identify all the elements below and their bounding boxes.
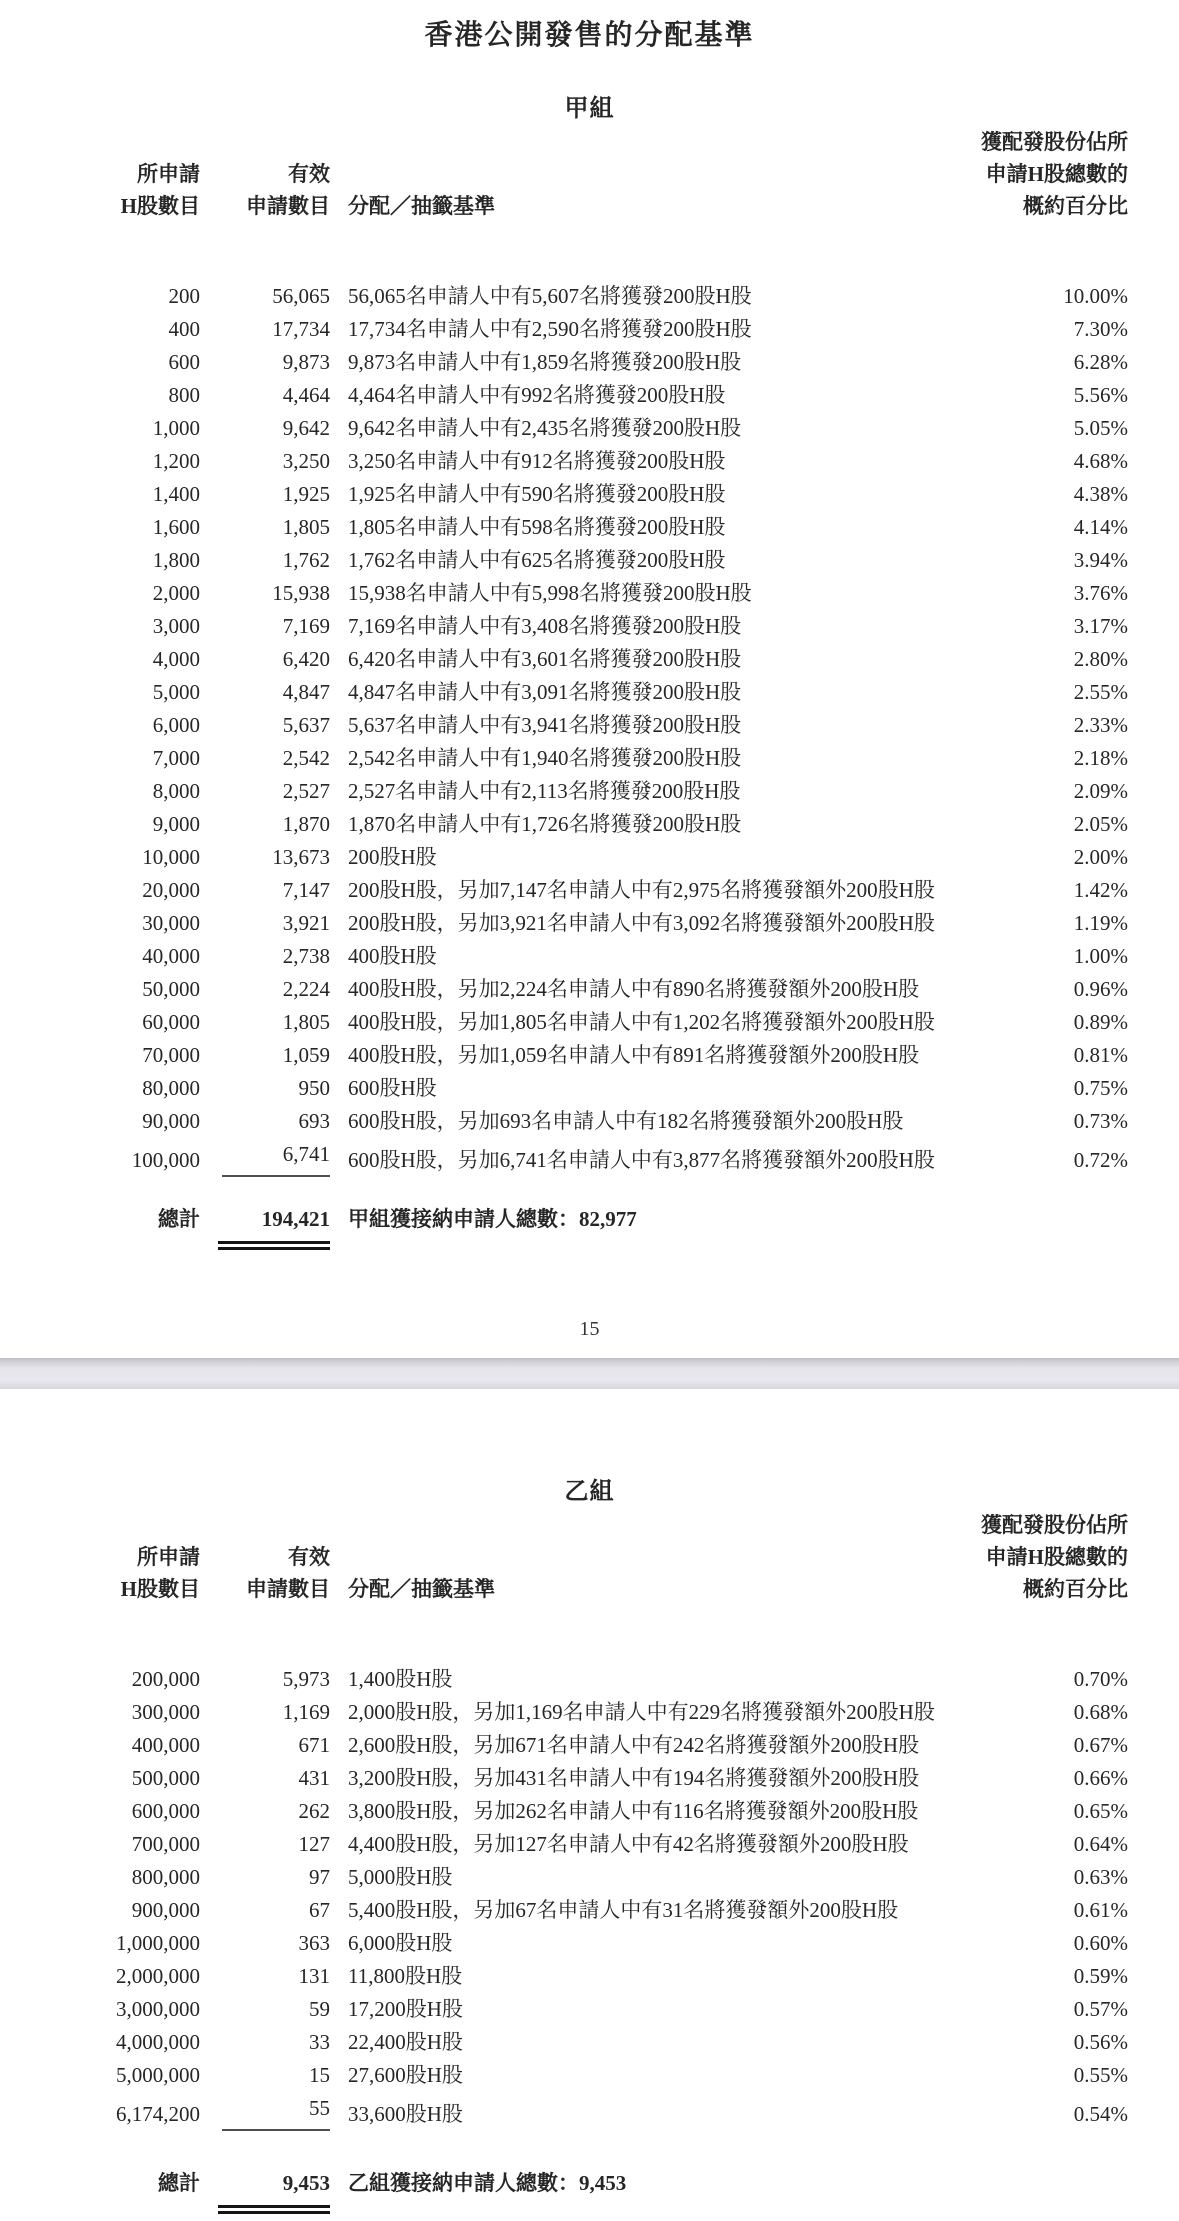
approx-percentage-cell: 0.66%: [1073, 1766, 1128, 1790]
valid-applications-value: 2,224: [282, 977, 330, 1001]
approx-percentage-cell: 3.94%: [1073, 548, 1128, 572]
table-row: [0, 709, 1128, 742]
applied-shares-cell: 1,000,000: [116, 1931, 200, 1955]
allocation-basis-cell: 9,642名申請人中有2,435名將獲發200股H股: [348, 416, 742, 440]
allocation-basis-cell: 4,847名申請人中有3,091名將獲發200股H股: [348, 680, 742, 704]
page-number: 15: [579, 1318, 600, 1340]
allocation-basis-cell: 6,000股H股: [348, 1931, 453, 1955]
group-b-section: [0, 1477, 1179, 2214]
valid-applications-value: 4,847: [282, 680, 330, 704]
table-header-row: [0, 1509, 1128, 1663]
allocation-basis-cell: 4,464名申請人中有992名將獲發200股H股: [348, 383, 726, 407]
applied-shares-cell: 100,000: [131, 1148, 200, 1172]
approx-percentage-cell: 0.54%: [1073, 2102, 1128, 2126]
valid-applications-value: 55: [222, 2092, 330, 2131]
document-page: [0, 16, 1179, 2214]
allocation-basis-cell: 5,000股H股: [348, 1865, 453, 1889]
valid-applications-value: 2,527: [282, 779, 330, 803]
valid-applications-cell: [200, 412, 330, 445]
allocation-basis-cell: 27,600股H股: [348, 2063, 463, 2087]
applied-shares-cell: 80,000: [142, 1076, 200, 1100]
applied-shares-cell: 50,000: [142, 977, 200, 1001]
valid-applications-value: 950: [298, 1076, 330, 1100]
table-row: [0, 577, 1128, 610]
approx-percentage-cell: 0.70%: [1073, 1667, 1128, 1691]
valid-applications-cell: [200, 940, 330, 973]
approx-percentage-cell: 2.80%: [1073, 647, 1128, 671]
applied-shares-cell: 300,000: [131, 1700, 200, 1724]
valid-applications-cell: [200, 1105, 330, 1138]
valid-applications-value: 127: [298, 1832, 330, 1856]
allocation-basis-cell: 5,400股H股，另加67名申請人中有31名將獲發額外200股H股: [348, 1898, 899, 1922]
applied-shares-cell: 20,000: [142, 878, 200, 902]
col-header-approx-percentage: 獲配發股份佔所 申請H股總數的 概約百分比: [981, 130, 1128, 218]
applied-shares-cell: 4,000,000: [116, 2030, 200, 2054]
valid-applications-value: 1,169: [282, 1700, 330, 1724]
allocation-basis-cell: 9,873名申請人中有1,859名將獲發200股H股: [348, 350, 742, 374]
valid-applications-cell: [200, 2059, 330, 2092]
group-a-section: [0, 94, 1179, 1250]
approx-percentage-cell: 0.61%: [1073, 1898, 1128, 1922]
applied-shares-cell: 1,800: [152, 548, 200, 572]
valid-applications-cell: [200, 280, 330, 313]
approx-percentage-cell: 6.28%: [1073, 350, 1128, 374]
table-row: [0, 313, 1128, 346]
total-label: 總計: [158, 1207, 200, 1231]
applied-shares-cell: 10,000: [142, 845, 200, 869]
approx-percentage-cell: 0.72%: [1073, 1148, 1128, 1172]
applied-shares-cell: 1,000: [152, 416, 200, 440]
approx-percentage-cell: 1.42%: [1073, 878, 1128, 902]
approx-percentage-cell: 0.57%: [1073, 1997, 1128, 2021]
table-row: [0, 280, 1128, 313]
table-row: [0, 610, 1128, 643]
valid-applications-cell: [200, 1828, 330, 1861]
approx-percentage-cell: 1.00%: [1073, 944, 1128, 968]
page-title: 香港公開發售的分配基準: [424, 20, 755, 51]
allocation-basis-cell: 200股H股，另加7,147名申請人中有2,975名將獲發額外200股H股: [348, 878, 935, 902]
applied-shares-cell: 6,174,200: [116, 2102, 200, 2126]
approx-percentage-cell: 4.68%: [1073, 449, 1128, 473]
allocation-basis-cell: 2,542名申請人中有1,940名將獲發200股H股: [348, 746, 742, 770]
allocation-basis-cell: 3,200股H股，另加431名申請人中有194名將獲發額外200股H股: [348, 1766, 920, 1790]
approx-percentage-cell: 10.00%: [1063, 284, 1128, 308]
table-row: [0, 2059, 1128, 2092]
approx-percentage-cell: 0.73%: [1073, 1109, 1128, 1133]
applied-shares-cell: 3,000: [152, 614, 200, 638]
table-row: [0, 1138, 1128, 1177]
valid-applications-value: 5,973: [282, 1667, 330, 1691]
approx-percentage-cell: 0.65%: [1073, 1799, 1128, 1823]
valid-applications-cell: [200, 346, 330, 379]
group-a-total-row: [0, 1203, 1179, 1250]
valid-applications-value: 1,805: [282, 515, 330, 539]
valid-applications-value: 1,762: [282, 548, 330, 572]
approx-percentage-cell: 0.81%: [1073, 1043, 1128, 1067]
approx-percentage-cell: 5.56%: [1073, 383, 1128, 407]
applied-shares-cell: 400,000: [131, 1733, 200, 1757]
approx-percentage-cell: 0.55%: [1073, 2063, 1128, 2087]
allocation-basis-cell: 400股H股，另加1,805名申請人中有1,202名將獲發額外200股H股: [348, 1010, 935, 1034]
approx-percentage-cell: 4.38%: [1073, 482, 1128, 506]
applied-shares-cell: 7,000: [152, 746, 200, 770]
applied-shares-cell: 70,000: [142, 1043, 200, 1067]
approx-percentage-cell: 0.60%: [1073, 1931, 1128, 1955]
allocation-basis-cell: 4,400股H股，另加127名申請人中有42名將獲發額外200股H股: [348, 1832, 909, 1856]
allocation-basis-cell: 2,000股H股，另加1,169名申請人中有229名將獲發額外200股H股: [348, 1700, 935, 1724]
group-b-table: [0, 1509, 1128, 2131]
valid-applications-cell: [200, 1993, 330, 2026]
allocation-basis-cell: 56,065名申請人中有5,607名將獲發200股H股: [348, 284, 752, 308]
applied-shares-cell: 5,000,000: [116, 2063, 200, 2087]
table-row: [0, 346, 1128, 379]
table-row: [0, 412, 1128, 445]
applied-shares-cell: 800,000: [131, 1865, 200, 1889]
valid-applications-value: 6,741: [222, 1138, 330, 1177]
valid-applications-value: 3,250: [282, 449, 330, 473]
valid-applications-value: 4,464: [282, 383, 330, 407]
valid-applications-cell: [200, 1762, 330, 1795]
table-row: [0, 2026, 1128, 2059]
table-row: [0, 676, 1128, 709]
applied-shares-cell: 2,000,000: [116, 1964, 200, 1988]
valid-applications-value: 671: [298, 1733, 330, 1757]
allocation-basis-cell: 600股H股，另加693名申請人中有182名將獲發額外200股H股: [348, 1109, 904, 1133]
allocation-basis-cell: 3,800股H股，另加262名申請人中有116名將獲發額外200股H股: [348, 1799, 919, 1823]
allocation-basis-cell: 400股H股，另加1,059名申請人中有891名將獲發額外200股H股: [348, 1043, 920, 1067]
allocation-basis-cell: 7,169名申請人中有3,408名將獲發200股H股: [348, 614, 742, 638]
allocation-basis-cell: 17,734名申請人中有2,590名將獲發200股H股: [348, 317, 752, 341]
applied-shares-cell: 200,000: [131, 1667, 200, 1691]
valid-applications-value: 7,147: [282, 878, 330, 902]
col-header-valid-applications: 有效 申請數目: [246, 162, 330, 218]
table-row: [0, 379, 1128, 412]
approx-percentage-cell: 2.05%: [1073, 812, 1128, 836]
col-header-applied-shares: 所申請 H股數目: [120, 162, 200, 218]
valid-applications-cell: [200, 676, 330, 709]
allocation-basis-cell: 400股H股: [348, 944, 437, 968]
applied-shares-cell: 3,000,000: [116, 1997, 200, 2021]
group-b-total-row: [0, 2167, 1179, 2214]
valid-applications-value: 431: [298, 1766, 330, 1790]
valid-applications-cell: [200, 610, 330, 643]
total-note: 甲組獲接納申請人總數：82,977: [348, 1207, 637, 1231]
valid-applications-value: 693: [298, 1109, 330, 1133]
applied-shares-cell: 200: [168, 284, 200, 308]
applied-shares-cell: 8,000: [152, 779, 200, 803]
total-valid-applications: [200, 1203, 330, 1250]
valid-applications-cell: [200, 511, 330, 544]
table-row: [0, 544, 1128, 577]
applied-shares-cell: 2,000: [152, 581, 200, 605]
allocation-basis-cell: 11,800股H股: [348, 1964, 463, 1988]
valid-applications-cell: [200, 1927, 330, 1960]
valid-applications-cell: [200, 841, 330, 874]
approx-percentage-cell: 0.59%: [1073, 1964, 1128, 1988]
valid-applications-cell: [200, 742, 330, 775]
table-row: [0, 742, 1128, 775]
applied-shares-cell: 40,000: [142, 944, 200, 968]
valid-applications-cell: [200, 1663, 330, 1696]
approx-percentage-cell: 4.14%: [1073, 515, 1128, 539]
col-header-allocation-basis: 分配／抽籤基準: [348, 194, 495, 218]
valid-applications-value: 15: [309, 2063, 330, 2087]
valid-applications-cell: [200, 1960, 330, 1993]
valid-applications-value: 97: [309, 1865, 330, 1889]
applied-shares-cell: 5,000: [152, 680, 200, 704]
applied-shares-cell: 9,000: [152, 812, 200, 836]
table-row: [0, 775, 1128, 808]
valid-applications-value: 363: [298, 1931, 330, 1955]
valid-applications-value: 67: [309, 1898, 330, 1922]
valid-applications-cell: [200, 2092, 330, 2131]
table-row: [0, 1927, 1128, 1960]
applied-shares-cell: 1,200: [152, 449, 200, 473]
valid-applications-cell: [200, 1696, 330, 1729]
table-row: [0, 2092, 1128, 2131]
approx-percentage-cell: 0.67%: [1073, 1733, 1128, 1757]
allocation-basis-cell: 15,938名申請人中有5,998名將獲發200股H股: [348, 581, 752, 605]
approx-percentage-cell: 1.19%: [1073, 911, 1128, 935]
table-row: [0, 478, 1128, 511]
total-valid-value: 9,453: [282, 2171, 330, 2195]
applied-shares-cell: 600,000: [131, 1799, 200, 1823]
applied-shares-cell: 1,400: [152, 482, 200, 506]
applied-shares-cell: 800: [168, 383, 200, 407]
valid-applications-value: 262: [298, 1799, 330, 1823]
valid-applications-value: 9,642: [282, 416, 330, 440]
valid-applications-cell: [200, 808, 330, 841]
group-a-heading: 甲組: [564, 96, 615, 122]
approx-percentage-cell: 0.56%: [1073, 2030, 1128, 2054]
table-row: [0, 808, 1128, 841]
applied-shares-cell: 600: [168, 350, 200, 374]
valid-applications-cell: [200, 478, 330, 511]
allocation-basis-cell: 17,200股H股: [348, 1997, 463, 2021]
group-b-heading: 乙組: [564, 1479, 615, 1505]
approx-percentage-cell: 0.64%: [1073, 1832, 1128, 1856]
approx-percentage-cell: 0.89%: [1073, 1010, 1128, 1034]
allocation-basis-cell: 400股H股，另加2,224名申請人中有890名將獲發額外200股H股: [348, 977, 920, 1001]
valid-applications-value: 1,059: [282, 1043, 330, 1067]
valid-applications-cell: [200, 907, 330, 940]
valid-applications-value: 1,925: [282, 482, 330, 506]
col-header-applied-shares: 所申請 H股數目: [120, 1545, 200, 1601]
approx-percentage-cell: 0.75%: [1073, 1076, 1128, 1100]
allocation-basis-cell: 200股H股，另加3,921名申請人中有3,092名將獲發額外200股H股: [348, 911, 935, 935]
table-row: [0, 1795, 1128, 1828]
valid-applications-cell: [200, 1795, 330, 1828]
valid-applications-cell: [200, 709, 330, 742]
applied-shares-cell: 500,000: [131, 1766, 200, 1790]
valid-applications-cell: [200, 1729, 330, 1762]
approx-percentage-cell: 0.96%: [1073, 977, 1128, 1001]
allocation-basis-cell: 200股H股: [348, 845, 437, 869]
valid-applications-cell: [200, 379, 330, 412]
table-header-row: [0, 126, 1128, 280]
valid-applications-cell: [200, 1138, 330, 1177]
valid-applications-value: 15,938: [272, 581, 330, 605]
allocation-basis-cell: 33,600股H股: [348, 2102, 463, 2126]
approx-percentage-cell: 2.00%: [1073, 845, 1128, 869]
valid-applications-value: 7,169: [282, 614, 330, 638]
approx-percentage-cell: 2.09%: [1073, 779, 1128, 803]
allocation-basis-cell: 1,805名申請人中有598名將獲發200股H股: [348, 515, 726, 539]
col-header-allocation-basis: 分配／抽籤基準: [348, 1577, 495, 1601]
table-row: [0, 1828, 1128, 1861]
approx-percentage-cell: 2.18%: [1073, 746, 1128, 770]
table-row: [0, 1006, 1128, 1039]
applied-shares-cell: 700,000: [131, 1832, 200, 1856]
table-row: [0, 874, 1128, 907]
approx-percentage-cell: 7.30%: [1073, 317, 1128, 341]
valid-applications-cell: [200, 313, 330, 346]
valid-applications-value: 13,673: [272, 845, 330, 869]
approx-percentage-cell: 0.63%: [1073, 1865, 1128, 1889]
applied-shares-cell: 900,000: [131, 1898, 200, 1922]
valid-applications-value: 17,734: [272, 317, 330, 341]
table-row: [0, 1696, 1128, 1729]
valid-applications-cell: [200, 1072, 330, 1105]
valid-applications-cell: [200, 544, 330, 577]
allocation-basis-cell: 6,420名申請人中有3,601名將獲發200股H股: [348, 647, 742, 671]
approx-percentage-cell: 0.68%: [1073, 1700, 1128, 1724]
valid-applications-value: 59: [309, 1997, 330, 2021]
valid-applications-cell: [200, 445, 330, 478]
allocation-basis-cell: 1,400股H股: [348, 1667, 453, 1691]
table-row: [0, 511, 1128, 544]
table-row: [0, 1039, 1128, 1072]
table-row: [0, 940, 1128, 973]
group-a-table: [0, 126, 1128, 1177]
valid-applications-cell: [200, 1006, 330, 1039]
approx-percentage-cell: 5.05%: [1073, 416, 1128, 440]
col-header-approx-percentage: 獲配發股份佔所 申請H股總數的 概約百分比: [981, 1513, 1128, 1601]
approx-percentage-cell: 3.17%: [1073, 614, 1128, 638]
valid-applications-value: 56,065: [272, 284, 330, 308]
applied-shares-cell: 60,000: [142, 1010, 200, 1034]
allocation-basis-cell: 5,637名申請人中有3,941名將獲發200股H股: [348, 713, 742, 737]
total-valid-value: 194,421: [261, 1207, 330, 1231]
applied-shares-cell: 30,000: [142, 911, 200, 935]
applied-shares-cell: 6,000: [152, 713, 200, 737]
applied-shares-cell: 4,000: [152, 647, 200, 671]
table-row: [0, 1729, 1128, 1762]
table-row: [0, 841, 1128, 874]
total-label: 總計: [158, 2171, 200, 2195]
valid-applications-value: 9,873: [282, 350, 330, 374]
valid-applications-cell: [200, 874, 330, 907]
double-underline: [218, 1241, 330, 1250]
allocation-basis-cell: 600股H股: [348, 1076, 437, 1100]
allocation-basis-cell: 1,762名申請人中有625名將獲發200股H股: [348, 548, 726, 572]
applied-shares-cell: 400: [168, 317, 200, 341]
valid-applications-value: 5,637: [282, 713, 330, 737]
applied-shares-cell: 90,000: [142, 1109, 200, 1133]
double-underline: [218, 2205, 330, 2214]
valid-applications-cell: [200, 577, 330, 610]
valid-applications-value: 6,420: [282, 647, 330, 671]
table-row: [0, 1105, 1128, 1138]
valid-applications-value: 2,738: [282, 944, 330, 968]
page-break-separator: [0, 1358, 1179, 1389]
table-row: [0, 1663, 1128, 1696]
approx-percentage-cell: 2.55%: [1073, 680, 1128, 704]
allocation-basis-cell: 2,527名申請人中有2,113名將獲發200股H股: [348, 779, 741, 803]
table-row: [0, 1960, 1128, 1993]
table-row: [0, 1762, 1128, 1795]
table-row: [0, 445, 1128, 478]
valid-applications-cell: [200, 775, 330, 808]
table-row: [0, 973, 1128, 1006]
valid-applications-value: 1,805: [282, 1010, 330, 1034]
allocation-basis-cell: 22,400股H股: [348, 2030, 463, 2054]
table-row: [0, 1861, 1128, 1894]
allocation-basis-cell: 600股H股，另加6,741名申請人中有3,877名將獲發額外200股H股: [348, 1148, 935, 1172]
col-header-valid-applications: 有效 申請數目: [246, 1545, 330, 1601]
valid-applications-value: 2,542: [282, 746, 330, 770]
valid-applications-value: 1,870: [282, 812, 330, 836]
valid-applications-cell: [200, 2026, 330, 2059]
total-note: 乙組獲接納申請人總數：9,453: [348, 2171, 627, 2195]
table-row: [0, 643, 1128, 676]
approx-percentage-cell: 2.33%: [1073, 713, 1128, 737]
valid-applications-cell: [200, 1894, 330, 1927]
allocation-basis-cell: 3,250名申請人中有912名將獲發200股H股: [348, 449, 726, 473]
allocation-basis-cell: 2,600股H股，另加671名申請人中有242名將獲發額外200股H股: [348, 1733, 920, 1757]
table-row: [0, 1072, 1128, 1105]
approx-percentage-cell: 3.76%: [1073, 581, 1128, 605]
table-row: [0, 1894, 1128, 1927]
valid-applications-value: 131: [298, 1964, 330, 1988]
allocation-basis-cell: 1,925名申請人中有590名將獲發200股H股: [348, 482, 726, 506]
valid-applications-cell: [200, 643, 330, 676]
table-row: [0, 1993, 1128, 2026]
valid-applications-cell: [200, 1039, 330, 1072]
applied-shares-cell: 1,600: [152, 515, 200, 539]
table-row: [0, 907, 1128, 940]
valid-applications-cell: [200, 973, 330, 1006]
valid-applications-value: 3,921: [282, 911, 330, 935]
total-valid-applications: [200, 2167, 330, 2214]
allocation-basis-cell: 1,870名申請人中有1,726名將獲發200股H股: [348, 812, 742, 836]
valid-applications-value: 33: [309, 2030, 330, 2054]
valid-applications-cell: [200, 1861, 330, 1894]
